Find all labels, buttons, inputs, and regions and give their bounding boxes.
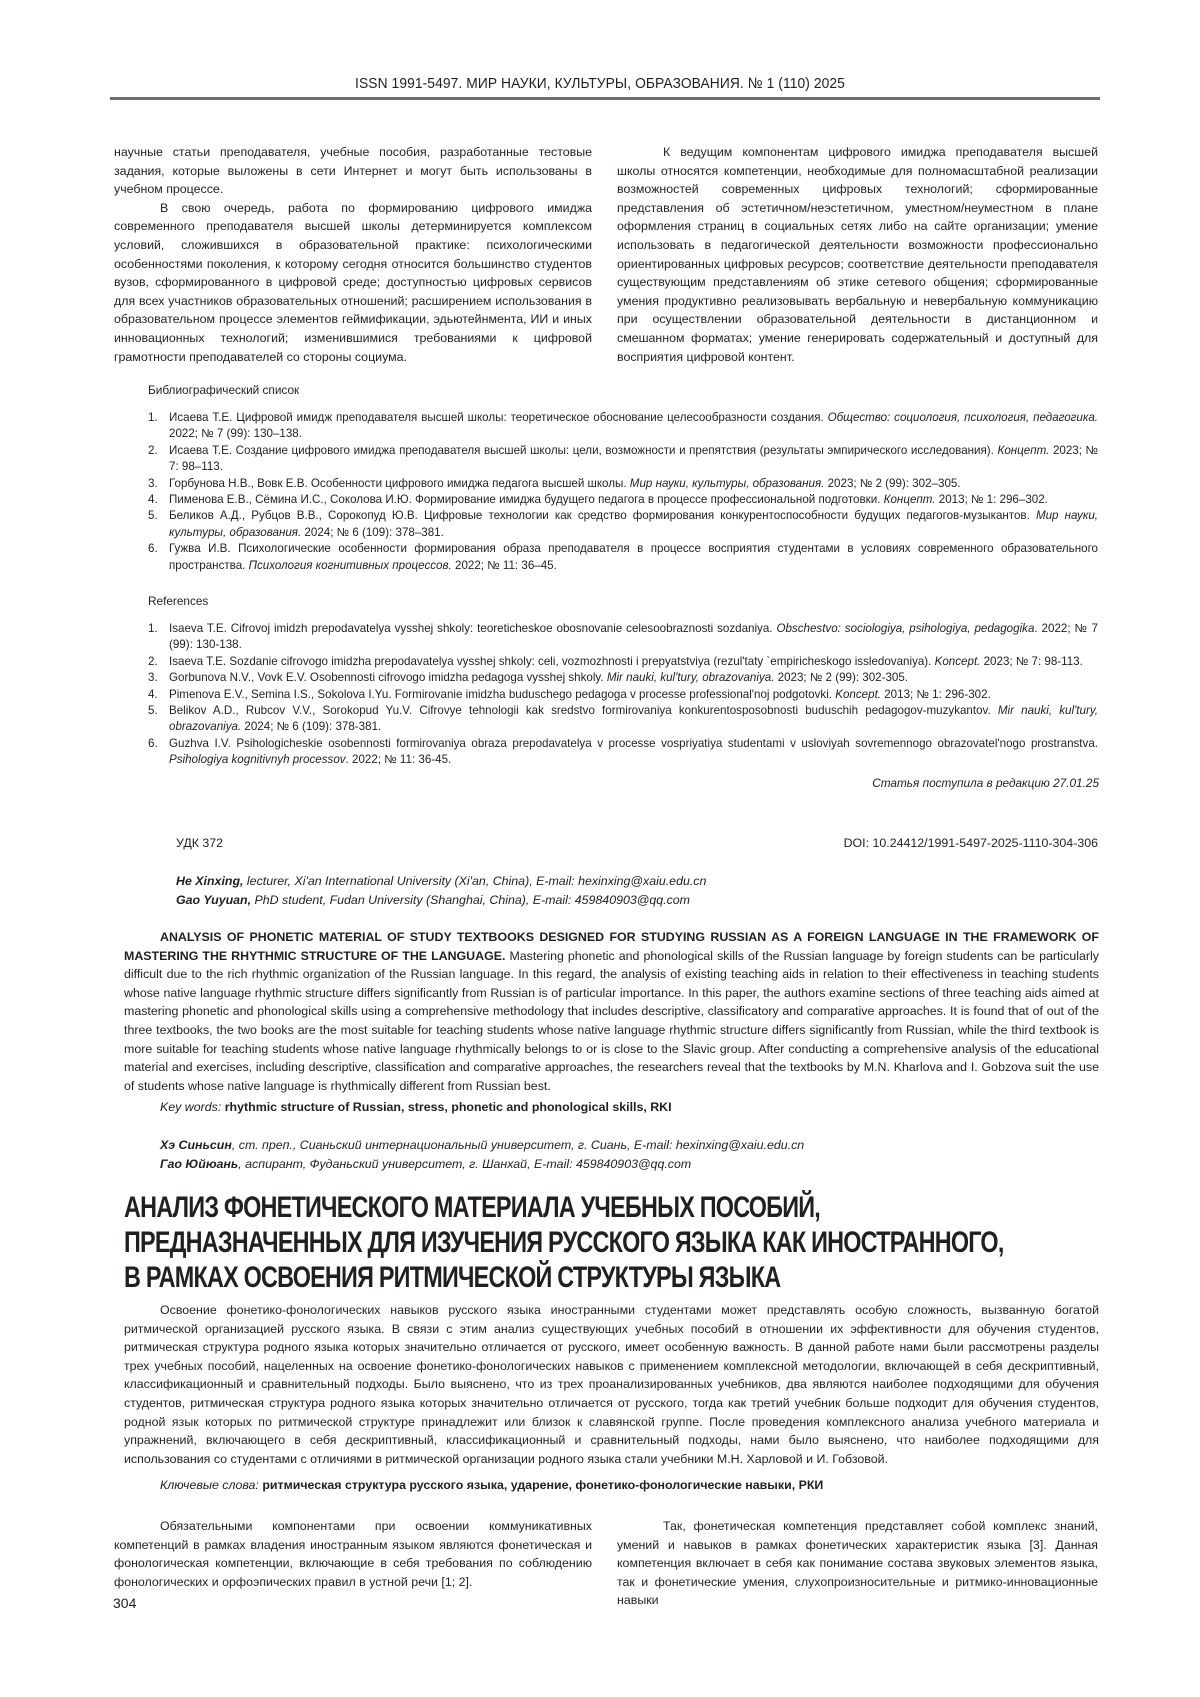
author-en: He Xinxing, lecturer, Xi'an International University (Xi'an, China), E-mail: hexinxing@xaiu.edu.cn [176, 874, 707, 888]
bibliography-heading: Библиографический список [148, 383, 300, 397]
keywords-en: Key words: rhythmic structure of Russian, stress, phonetic and phonological skills, RKI [160, 1100, 672, 1114]
reference-item: 2. Isaeva T.E. Sozdanie cifrovogo imidzha prepodavatelya vysshej shkoly: celi, vozmozhnosti i prepyatstviya (rezul'taty `empiricheskogo issledovaniya). Koncept. 2023; № 7: 98-113. [148, 654, 1083, 668]
header-rule [110, 97, 1100, 100]
author-ru: Хэ Синьсин, ст. преп., Сианьский интернациональный университет, г. Сиань, E-mail: hexinxing@xaiu.edu.cn [160, 1138, 805, 1152]
bibliography-list [148, 410, 1098, 574]
bibliography-item: 6. Гужва И.В. Психологические особенности формирования образа преподавателя в процессе восприятия студентами в условиях современного образовательного пространства. Психология когнитивных процессов. 2022; № 11: 36–45. [148, 542, 1098, 572]
previous-article-right-column [617, 143, 1098, 366]
page-number: 304 [113, 1595, 137, 1611]
paragraph: Обязательными компонентами при освоении коммуникативных компетенций в рамках владения иностранным языком являются фонетическая и фонологическая компетенции, включающие в себя требования по соблюдению фонологических и орфоэпических правил в устной речи [1; 2]. [114, 1519, 592, 1589]
reference-item: 4. Pimenova E.V., Semina I.S., Sokolova I.Yu. Formirovanie imidzha buduschego pedagoga v processe professional'noj podgotovki. Koncept. 2013; № 1: 296-302. [148, 687, 991, 701]
article-body-right-column [617, 1517, 1098, 1610]
previous-article-left-column [114, 143, 592, 366]
keywords-ru: Ключевые слова: ритмическая структура русского языка, ударение, фонетико-фонологические навыки, РКИ [160, 1478, 824, 1492]
doi-link[interactable]: DOI: 10.24412/1991-5497-2025-1110-304-306 [843, 836, 1098, 850]
bibliography-item: 4. Пименова Е.В., Сёмина И.С., Соколова И.Ю. Формирование имиджа будущего педагога в процессе профессиональной подготовки. Концепт. 2013; № 1: 296–302. [148, 493, 1048, 507]
abstract-en: ANALYSIS OF PHONETIC MATERIAL OF STUDY TEXTBOOKS DESIGNED FOR STUDYING RUSSIAN AS A FOREIGN LANGUAGE IN THE FRAMEWORK OF MASTERING THE RHYTHMIC STRUCTURE OF THE LANGUAGE. Mastering phonetic and phonological skills of the Russian language by foreign students can be particularly difficult due to the rich rhythmic organization of the Russian language. In this regard, the analysis of existing teaching aids in relation to their effectiveness in teaching students whose native language rhythmic structure differs significantly from Russian is of particular importance. In this paper, the authors examine sections of three teaching aids aimed at mastering phonetic and phonological skills using a comprehensive methodology that includes descriptive, classificatory and comparative approaches. It is found that of out of the three textbooks, the two books are the most suitable for teaching students whose native language rhythmic structure differs significantly from Russian, while the third textbook is more suitable for teaching students whose native language rhythmically belongs to or is close to the Slavic group. After conducting a comprehensive analysis of the educational material and exercises, including descriptive, classification and comparative approaches, the researchers reveal that the textbooks by M.N. Kharlova and I. Gobzova suit the use of students whose native language is rhythmically different from Russian best. [124, 930, 1099, 1093]
abstract-en-title: ANALYSIS OF PHONETIC MATERIAL OF STUDY TEXTBOOKS DESIGNED FOR STUDYING RUSSIAN AS A FOREIGN LANGUAGE IN THE FRAMEWORK OF MASTERING THE RHYTHMIC STRUCTURE OF THE LANGUAGE. [124, 930, 1099, 963]
article-title: АНАЛИЗ ФОНЕТИЧЕСКОГО МАТЕРИАЛА УЧЕБНЫХ ПОСОБИЙ, ПРЕДНАЗНАЧЕННЫХ ДЛЯ ИЗУЧЕНИЯ РУССКОГО ЯЗЫКА КАК ИНОСТРАННОГО, В РАМКАХ ОСВОЕНИЯ РИТМИЧЕСКОЙ СТРУКТУРЫ ЯЗЫКА [124, 1191, 1004, 1294]
paragraph: Так, фонетическая компетенция представляет собой комплекс знаний, умений и навыков в рамках фонетических характеристик языка [3]. Данная компетенция включает в себя как понимание состава звуковых элементов языка, так и фонетические умения, слухопроизносительные и ритмико-инновационные навыки [617, 1519, 1098, 1608]
running-head: ISSN 1991-5497. МИР НАУКИ, КУЛЬТУРЫ, ОБРАЗОВАНИЯ. № 1 (110) 2025 [355, 75, 845, 92]
author-ru: Гао Юйюань, аспирант, Фуданьский университет, г. Шанхай, E-mail: 459840903@qq.com [160, 1157, 692, 1171]
article-body-left-column [114, 1517, 592, 1591]
bibliography-item: 5. Беликов А.Д., Рубцов В.В., Сорокопуд Ю.В. Цифровые технологии как средство формирования конкурентоспособности будущих педагогов-музыкантов. Мир науки, культуры, образования. 2024; № 6 (109): 378–381. [148, 509, 1098, 539]
udk-code: УДК 372 [176, 836, 224, 850]
paragraph: В свою очередь, работа по формированию цифрового имиджа современного преподавателя высшей школы детерминируется комплексом условий, сложившихся в образовательной практике: психологическими особенностями поколения, к которому сегодня относится большинство студентов вузов, сформированного в цифровой среде; доступностью цифровых сервисов для всех участников образовательных отношений; расширением использования в образовательном процессе элементов геймификации, эдьютейнмента, ИИ и иных инновационных технологий; изменившимися требованиями к цифровой грамотности преподавателей со стороны социума. [114, 200, 592, 364]
bibliography-item: 3. Горбунова Н.В., Вовк Е.В. Особенности цифрового имиджа педагога высшей школы. Мир науки, культуры, образования. 2023; № 2 (99): 302–305. [148, 476, 961, 490]
author-en: Gao Yuyuan, PhD student, Fudan University (Shanghai, China), E-mail: 459840903@qq.com [176, 893, 690, 907]
abstract-ru: Освоение фонетико-фонологических навыков русского языка иностранными студентами может представлять особую сложность, вызванную богатой ритмической организацией русского языка. В связи с этим анализ существующих учебных пособий в отношении их эффективности для обучения студентов, ритмическая структура родного языка которых значительно отличается от русского, имеет особенную важность. В данной работе нами были рассмотрены разделы трех учебных пособий, нацеленных на освоение фонетико-фонологических навыков с применением комплексной методологии, включающей в себя дескриптивный, классификационный и сравнительный подходы. Было выяснено, что из трех проанализированных учебников, два являются наиболее подходящими для обучения студентов, ритмическая структура родного языка которых значительно отличается от русского, тогда как третий учебник больше подходит для обучения студентов, родной язык которых по ритмической структуре принадлежит или близок к славянской группе. После проведения комплексного анализа учебного материала и упражнений, включающего в себя дескриптивный, классификационный и сравнительный подходы, нами было выяснено, что наиболее подходящими для использования со студентами с отличиями в ритмической организации родного языка стали учебники М.Н. Харловой и И. Гобзовой. [124, 1303, 1099, 1466]
bibliography-item: 1. Исаева Т.Е. Цифровой имидж преподавателя высшей школы: теоретическое обоснование целесообразности создания. Общество: социология, психология, педагогика. 2022; № 7 (99): 130–138. [148, 411, 1098, 441]
received-date-note: Статья поступила в редакцию 27.01.25 [872, 776, 1099, 790]
reference-item: 6. Guzhva I.V. Psihologicheskie osobennosti formirovaniya obraza prepodavatelya v processe vospriyatiya studentami v usloviyah sovremennogo obrazovatel'nogo prostranstva. Psihologiya kognitivnyh processov. 2022; № 11: 36-45. [148, 736, 1098, 767]
reference-item: 1. Isaeva T.E. Cifrovoj imidzh prepodavatelya vysshej shkoly: teoreticheskoe obosnovanie celesoobraznosti sozdaniya. Obschestvo: sociologiya, psihologiya, pedagogika. 2022; № 7 (99): 130-138. [148, 622, 1098, 652]
references-heading: References [148, 594, 209, 608]
paragraph: научные статьи преподавателя, учебные пособия, разработанные тестовые задания, которые выложены в сети Интернет и могут быть использованы в учебном процессе. [114, 145, 592, 197]
paragraph: К ведущим компонентам цифрового имиджа преподавателя высшей школы относятся компетенции, необходимые для полномасштабной реализации возможностей современных цифровых технологий; сформированные представления об эстетичном/неэстетичном, уместном/неуместном в плане оформления страниц в социальных сетях либо на сайте организации; умение использовать в педагогической деятельности возможности профессионально ориентированных цифровых ресурсов; соответствие деятельности преподавателя существующим представлениям об этике сетевого общения; сформированные умения продуктивно реализовывать вербальную и невербальную коммуникацию при осуществлении образовательной деятельности в дистанционном и смешанном форматах; умение генерировать содержательный и доступный для восприятия цифровой контент. [617, 145, 1098, 364]
reference-item: 5. Belikov A.D., Rubcov V.V., Sorokopud Yu.V. Cifrovye tehnologii kak sredstvo formirovaniya konkurentosposobnosti buduschih pedagogov-muzykantov. Mir nauki, kul'tury, obrazovaniya. 2024; № 6 (109): 378-381. [148, 704, 1098, 734]
references-list [148, 621, 1098, 769]
reference-item: 3. Gorbunova N.V., Vovk E.V. Osobennosti cifrovogo imidzha pedagoga vysshej shkoly. Mir nauki, kul'tury, obrazovaniya. 2023; № 2 (99): 302-305. [148, 671, 909, 685]
bibliography-item: 2. Исаева Т.Е. Создание цифрового имиджа преподавателя высшей школы: цели, возможности и препятствия (результаты эмпирического исследования). Концепт. 2023; № 7: 98–113. [148, 443, 1098, 474]
